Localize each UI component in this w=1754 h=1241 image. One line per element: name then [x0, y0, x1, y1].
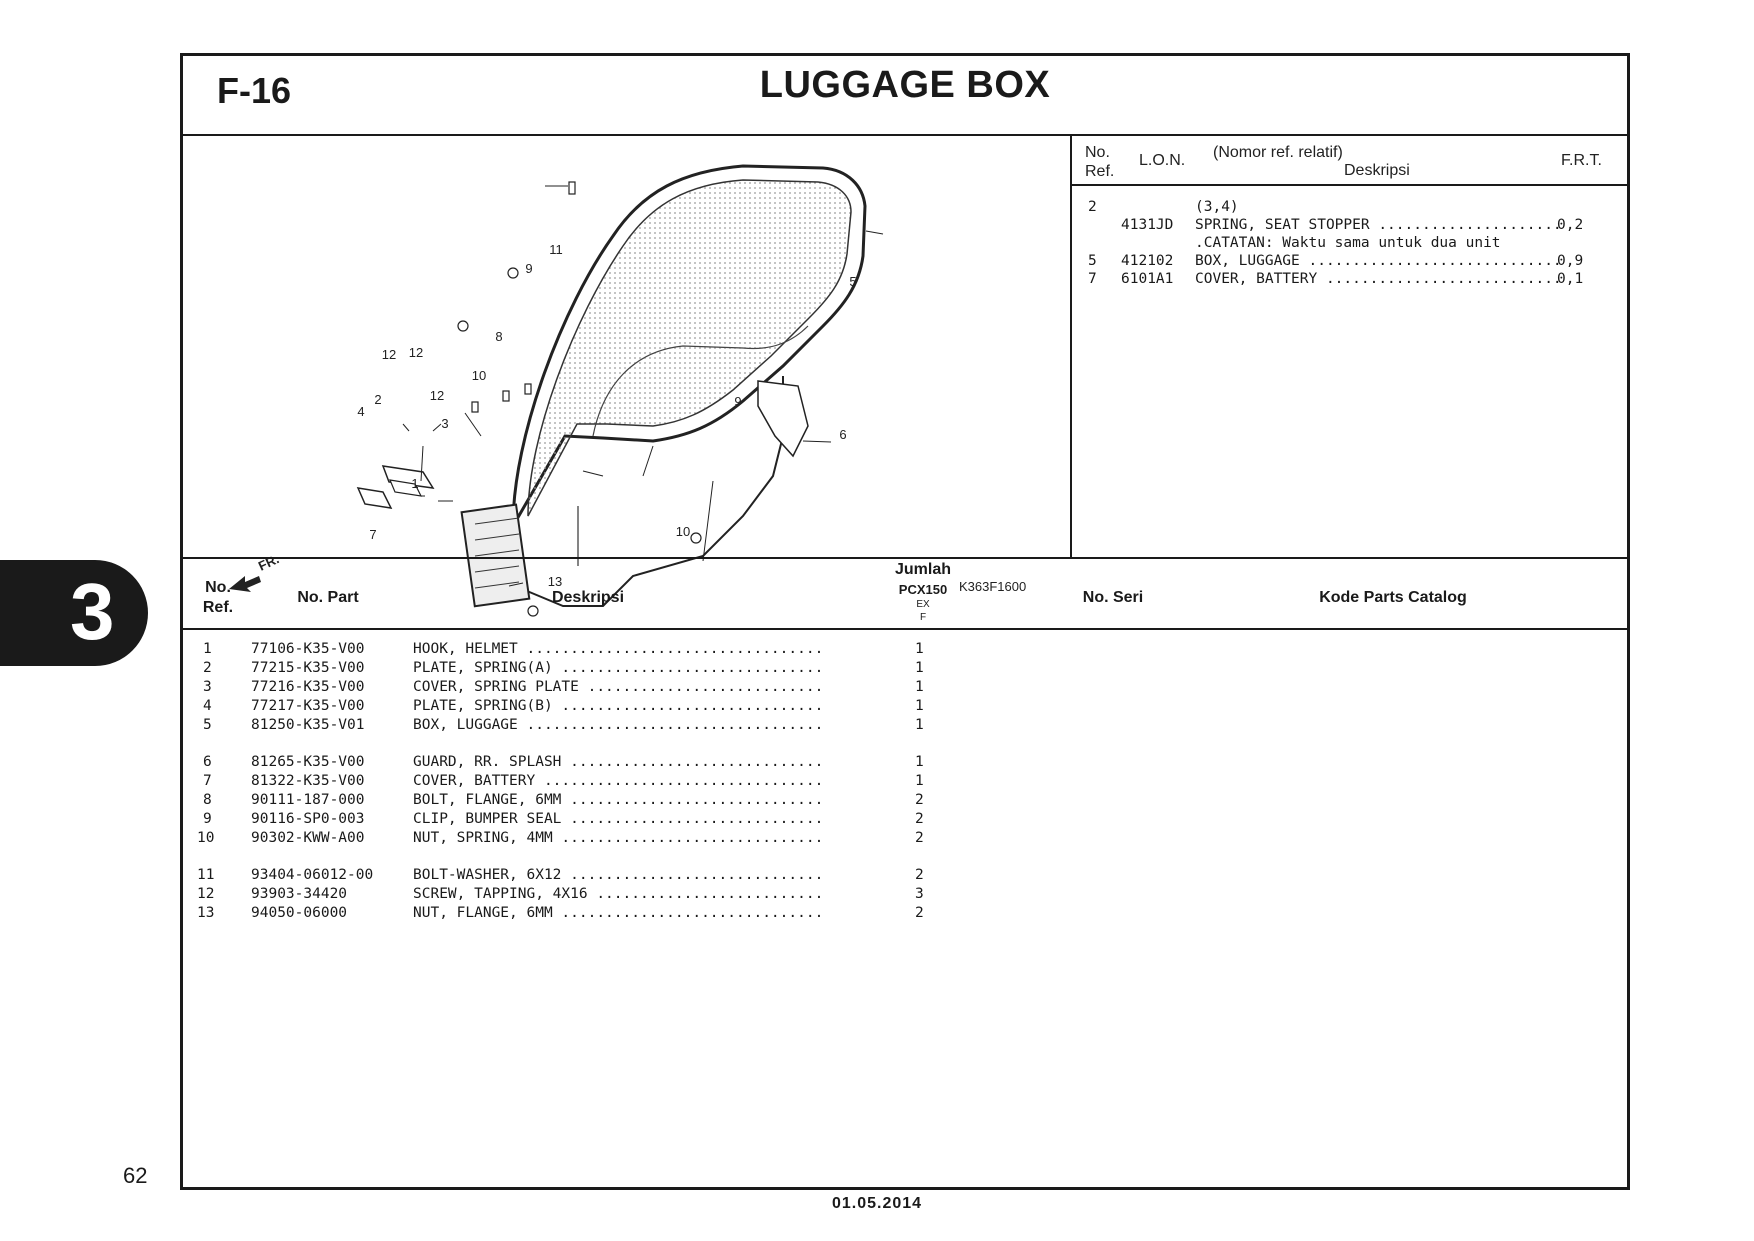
ref-table-body [1071, 199, 1627, 311]
callout-9: 9 [525, 261, 533, 276]
table-row: 10 90302-KWW-A00 NUT, SPRING, 4MM .............................. 2 [197, 830, 924, 846]
divider [183, 628, 1627, 630]
parts-header-seri: No. Seri [1082, 589, 1144, 606]
page-number: 62 [123, 1163, 148, 1188]
callout-10: 10 [471, 368, 487, 383]
ref-row: 4131JD SPRING, SEAT STOPPER ..................... 0,2 [1121, 217, 1584, 233]
parts-header-ref: Ref. [202, 599, 234, 616]
ref-header-frt: F.R.T. [1561, 152, 1602, 169]
page-frame [180, 53, 1630, 1190]
ref-header-no: No. [1085, 144, 1110, 161]
section-code: F-16 [217, 70, 292, 111]
ref-header-nomor: (Nomor ref. relatif) [1213, 144, 1343, 161]
ref-header-lon: L.O.N. [1139, 152, 1186, 169]
ref-header-deskripsi: Deskripsi [1344, 162, 1410, 179]
callout-12: 12 [408, 345, 424, 360]
table-row: 9 90116-SP0-003 CLIP, BUMPER SEAL ............................. 2 [203, 811, 924, 827]
callout-1: 1 [411, 476, 419, 491]
table-row: 3 77216-K35-V00 COVER, SPRING PLATE ........................... 1 [203, 679, 924, 695]
callout-6: 6 [839, 427, 847, 442]
table-row: 12 93903-34420 SCREW, TAPPING, 4X16 .......................... 3 [197, 886, 924, 902]
callout-3: 3 [441, 416, 449, 431]
parts-header-model: PCX150 [898, 582, 948, 597]
table-row: 1 77106-K35-V00 HOOK, HELMET .................................. 1 [203, 641, 924, 657]
parts-table-body [183, 641, 1083, 941]
callout-10: 10 [675, 524, 691, 539]
callout-12: 12 [381, 347, 397, 362]
table-row: 4 77217-K35-V00 PLATE, SPRING(B) .............................. 1 [203, 698, 924, 714]
section-tab: 3 [0, 560, 148, 666]
parts-header-no: No. [205, 579, 231, 596]
parts-header-jumlah: Jumlah [894, 561, 951, 578]
page-title: LUGGAGE BOX [759, 64, 1051, 106]
parts-header-f: F [919, 612, 927, 623]
callout-2: 2 [374, 392, 382, 407]
parts-header-ex: EX [916, 599, 930, 610]
divider [183, 557, 1627, 559]
table-row: 13 94050-06000 NUT, FLANGE, 6MM .............................. 2 [197, 905, 924, 921]
parts-header-catalog: Kode Parts Catalog [1319, 589, 1467, 606]
callout-4: 4 [357, 404, 365, 419]
callout-13: 13 [547, 574, 563, 589]
ref-row: 5 412102 BOX, LUGGAGE ............................. 0,9 [1088, 253, 1584, 269]
callout-11: 11 [549, 242, 563, 257]
footer-date: 01.05.2014 [831, 1195, 923, 1212]
callout-9: 9 [734, 394, 742, 409]
ref-row: 2 (3,4) [1088, 199, 1239, 215]
table-row: 7 81322-K35-V00 COVER, BATTERY ................................ 1 [203, 773, 924, 789]
table-row: 6 81265-K35-V00 GUARD, RR. SPLASH ............................. 1 [203, 754, 924, 770]
callout-12: 12 [429, 388, 445, 403]
ref-row: .CATATAN: Waktu sama untuk dua unit [1195, 235, 1501, 251]
ref-row: 7 6101A1 COVER, BATTERY ........................... 0,1 [1088, 271, 1584, 287]
table-row: 8 90111-187-000 BOLT, FLANGE, 6MM ............................. 2 [203, 792, 924, 808]
direction-label: FR. [255, 551, 282, 574]
divider [1071, 184, 1627, 186]
parts-header-deskripsi: Deskripsi [551, 589, 625, 606]
ref-header-ref: Ref. [1085, 163, 1115, 180]
table-row: 11 93404-06012-00 BOLT-WASHER, 6X12 ............................. 2 [197, 867, 924, 883]
table-row: 5 81250-K35-V01 BOX, LUGGAGE .................................. 1 [203, 717, 924, 733]
diagram-code: K363F1600 [959, 579, 1027, 594]
table-row: 2 77215-K35-V00 PLATE, SPRING(A) .............................. 1 [203, 660, 924, 676]
callout-5: 5 [849, 274, 857, 289]
callout-8: 8 [495, 329, 503, 344]
parts-header-part: No. Part [297, 589, 359, 606]
callout-7: 7 [369, 527, 377, 542]
